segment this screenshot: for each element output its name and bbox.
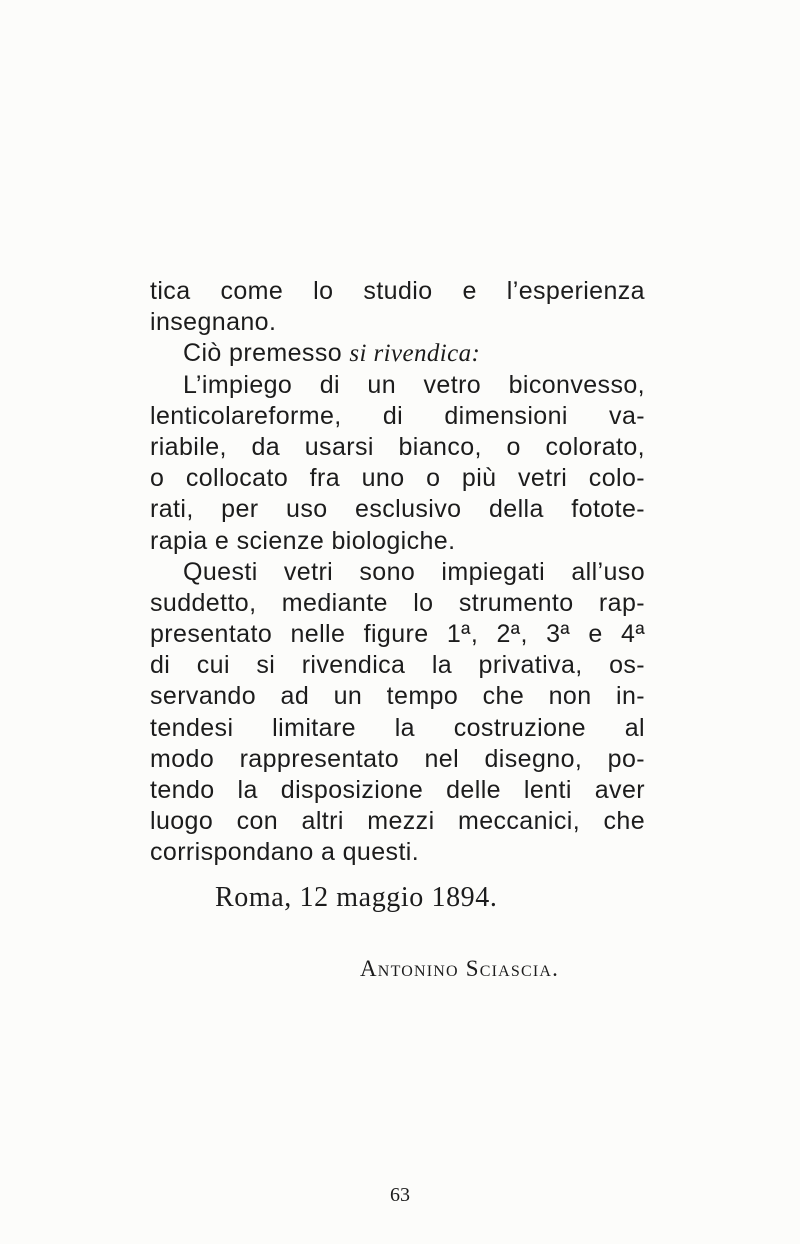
text-line: tendo la disposizione delle lenti aver [150,776,645,804]
text-line: rapia e scienze biologiche. [150,526,456,555]
text-line: rati, per uso esclusivo della fotote- [150,495,645,524]
text-line-part: Ciò premesso [183,339,350,368]
dateline: Roma, 12 maggio 1894. [215,882,498,913]
body-text [150,276,645,869]
text-line: riabile, da usarsi bianco, o colorato, [150,432,645,461]
text-line: presentato nelle figure 1ª, 2ª, 3ª e 4ª [150,620,645,649]
page-number: 63 [390,1184,410,1206]
text-line: tica come lo studio e l’esperienza [150,277,645,305]
text-line: suddetto, mediante lo strumento rap- [150,588,645,617]
text-line: o collocato fra uno o più vetri colo- [150,464,645,493]
text-line [150,338,645,369]
italic-phrase: si rivendica: [349,340,481,368]
text-line: modo rappresentato nel disegno, po- [150,744,645,773]
text-line: insegnano. [150,308,277,337]
author-signature: Antonino Sciascia. [360,956,560,981]
text-line: Questi vetri sono impiegati all’uso [183,557,645,586]
text-line: servando ad un tempo che non in- [150,682,645,711]
text-line: L’impiego di un vetro biconvesso, [183,370,645,399]
text-line: luogo con altri mezzi meccanici, che [150,807,645,836]
text-line: lenticolareforme, di dimensioni va- [150,401,645,430]
text-line: corrispondano a questi. [150,838,420,867]
text-line: di cui si rivendica la privativa, os- [150,651,645,680]
text-line: tendesi limitare la costruzione al [150,713,645,742]
